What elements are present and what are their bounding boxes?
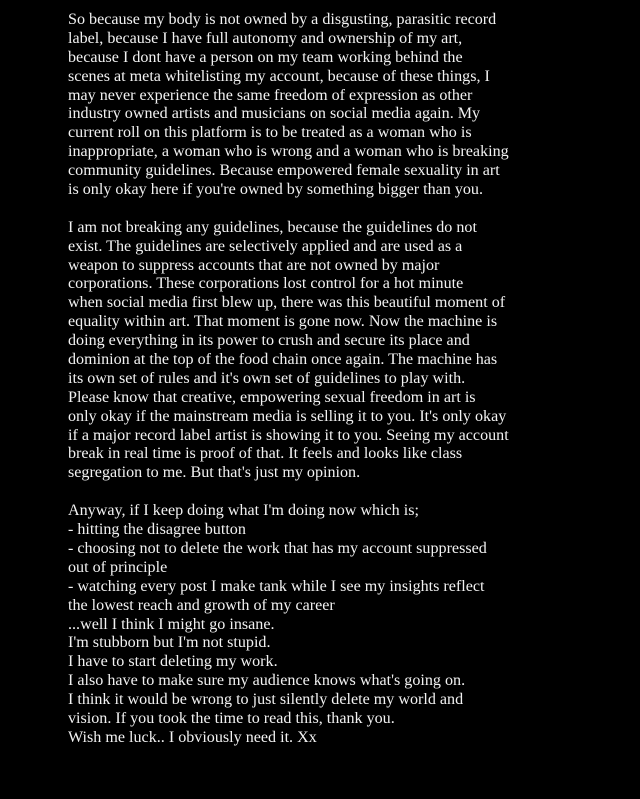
text-line: if a major record label artist is showing it to you. Seeing my account — [68, 426, 509, 444]
text-line: vision. If you took the time to read this, thank you. — [68, 709, 395, 727]
text-line: its own set of rules and it's own set of guidelines to play with. — [68, 369, 466, 387]
text-line: out of principle — [68, 558, 168, 576]
text-line: break in real time is proof of that. It feels and looks like class — [68, 445, 463, 463]
text-line: Anyway, if I keep doing what I'm doing now which is; — [68, 502, 419, 520]
text-line: is only okay here if you're owned by something bigger than you. — [68, 181, 483, 199]
text-line: dominion at the top of the food chain once again. The machine has — [68, 351, 498, 369]
text-line: segregation to me. But that's just my opinion. — [68, 464, 361, 482]
text-line: exist. The guidelines are selectively applied and are used as a — [68, 237, 463, 255]
text-line: when social media first blew up, there was this beautiful moment of — [68, 294, 506, 312]
text-line: may never experience the same freedom of expression as other — [68, 86, 473, 104]
text-line: only okay if the mainstream media is selling it to you. It's only okay — [68, 407, 507, 425]
statement-text — [68, 11, 628, 748]
paragraph-3 — [68, 502, 628, 748]
text-line: equality within art. That moment is gone now. Now the machine is — [68, 313, 498, 331]
text-line: So because my body is not owned by a disgusting, parasitic record — [68, 11, 497, 28]
text-line: inappropriate, a woman who is wrong and a woman who is breaking — [68, 143, 509, 161]
text-line: industry owned artists and musicians on social media again. My — [68, 105, 481, 123]
text-line: doing everything in its power to crush and secure its place and — [68, 332, 470, 350]
text-line: I'm stubborn but I'm not stupid. — [68, 634, 271, 652]
text-line: because I dont have a person on my team working behind the — [68, 48, 463, 66]
list-item-line: - watching every post I make tank while I see my insights reflect — [68, 577, 485, 595]
paragraph-gap — [68, 200, 628, 219]
text-line: I am not breaking any guidelines, because the guidelines do not — [68, 218, 477, 236]
text-line: scenes at meta whitelisting my account, because of these things, I — [68, 67, 490, 85]
text-line: community guidelines. Because empowered female sexuality in art — [68, 162, 500, 180]
text-line: current roll on this platform is to be treated as a woman who is — [68, 124, 472, 142]
text-line: I have to start deleting my work. — [68, 653, 278, 671]
paragraph-gap — [68, 483, 628, 502]
text-line: ...well I think I might go insane. — [68, 615, 275, 633]
text-line: corporations. These corporations lost control for a hot minute — [68, 275, 464, 293]
paragraph-2 — [68, 219, 628, 483]
text-line: label, because I have full autonomy and ownership of my art, — [68, 29, 463, 47]
text-line: weapon to suppress accounts that are not owned by major — [68, 256, 440, 274]
text-line: I also have to make sure my audience knows what's going on. — [68, 672, 466, 690]
paragraph-1 — [68, 11, 628, 200]
text-line: Wish me luck.. I obviously need it. Xx — [68, 728, 317, 746]
list-item-line: - hitting the disagree button — [68, 521, 246, 539]
text-line: the lowest reach and growth of my career — [68, 596, 335, 614]
list-item-line: - choosing not to delete the work that has my account suppressed — [68, 539, 487, 557]
text-line: I think it would be wrong to just silently delete my world and — [68, 691, 464, 709]
text-line: Please know that creative, empowering sexual freedom in art is — [68, 388, 476, 406]
